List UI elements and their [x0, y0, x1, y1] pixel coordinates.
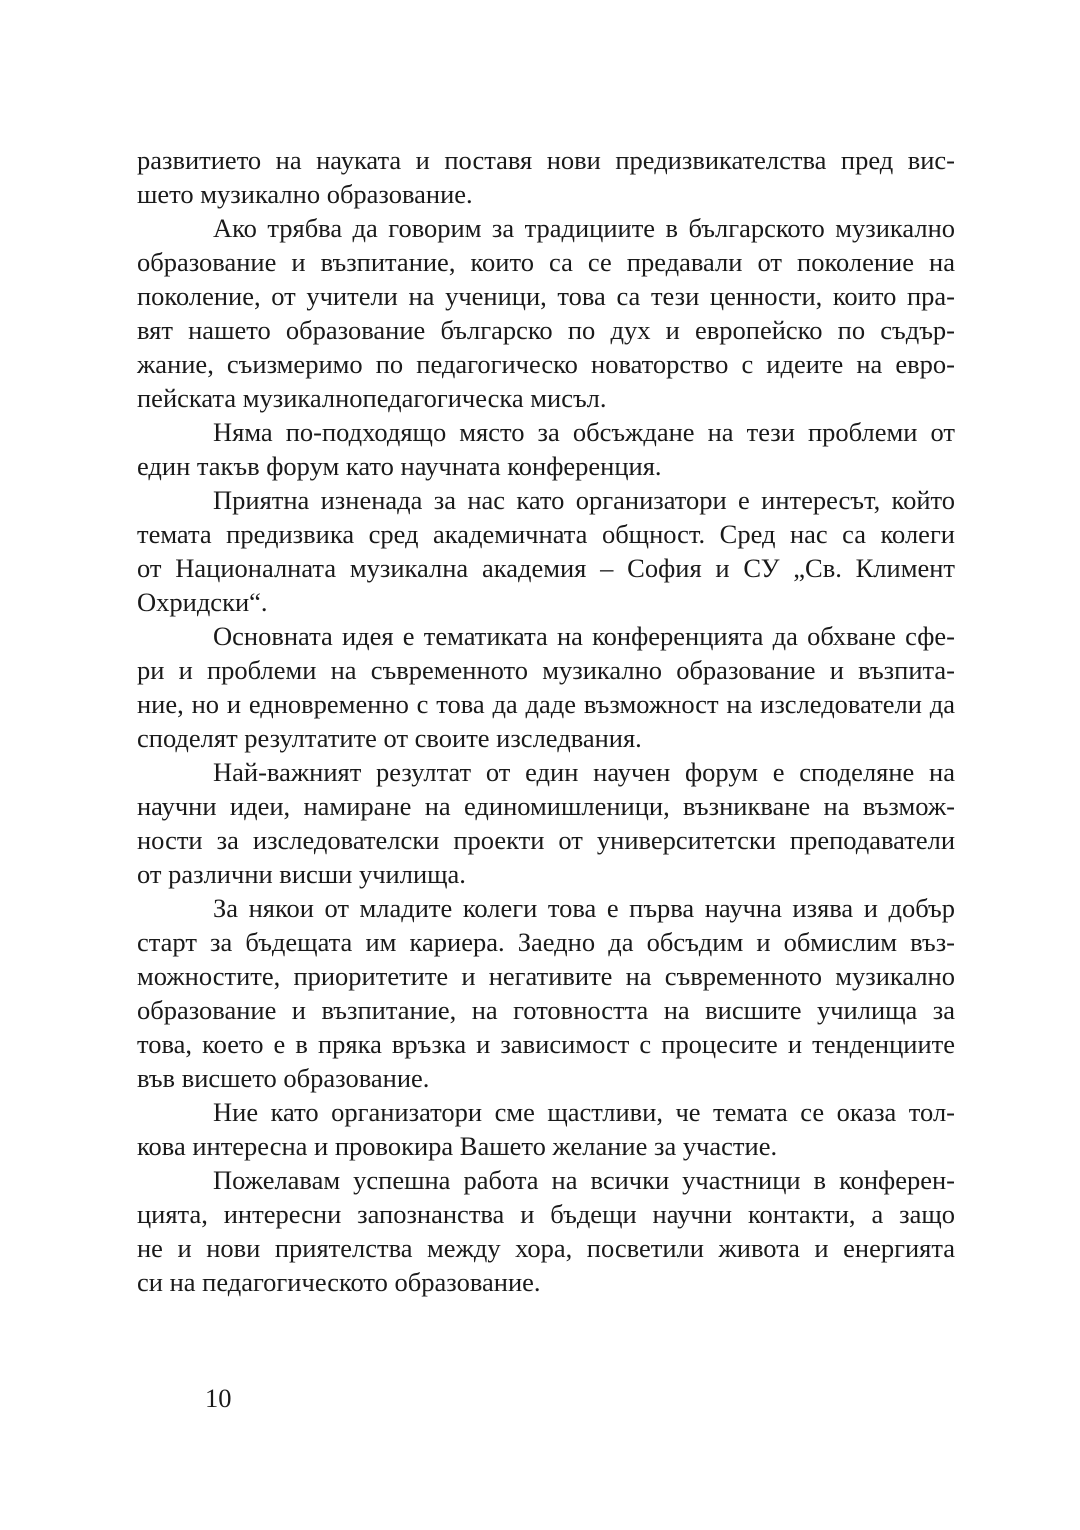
paragraph	[137, 619, 955, 755]
paragraph	[137, 891, 955, 1095]
text-line: ние, но и едновременно с това да даде възможност на изследователи да	[137, 689, 955, 719]
text-line: Няма по-подходящо място за обсъждане на тези проблеми от	[213, 417, 955, 447]
text-line: образование и възпитание, които са се предавали от поколение на	[137, 247, 955, 277]
text-line: споделят резултатите от своите изследвания.	[137, 723, 642, 753]
text-line: кова интересна и провокира Вашето желание за участие.	[137, 1131, 778, 1161]
text-line: шето музикално образование.	[137, 179, 473, 209]
text-line: образование и възпитание, на готовността на висшите училища за	[137, 995, 955, 1025]
text-line: темата предизвика сред академичната общност. Сред нас са колеги	[137, 519, 955, 549]
text-line: не и нови приятелства между хора, посветили живота и енергията	[137, 1233, 955, 1263]
paragraph	[137, 415, 955, 483]
paragraph	[137, 1095, 955, 1163]
page-number: 10	[205, 1383, 232, 1413]
text-line: развитието на науката и поставя нови предизвикателства пред вис-	[137, 145, 955, 175]
text-line: жание, съизмеримо по педагогическо новаторство с идеите на евро-	[137, 349, 955, 379]
text-line: старт за бъдещата им кариера. Заедно да обсъдим и обмислим въз-	[137, 927, 955, 957]
text-line: си на педагогическото образование.	[137, 1267, 541, 1297]
text-line: научни идеи, намиране на единомишленици, възникване на възмож-	[137, 791, 955, 821]
text-line: поколение, от учители на ученици, това са тези ценности, които пра-	[137, 281, 955, 311]
text-line: ности за изследователски проекти от университетски преподаватели	[137, 825, 955, 855]
paragraph	[137, 755, 955, 891]
text-line: от различни висши училища.	[137, 859, 466, 889]
text-line: Приятна изненада за нас като организатори е интересът, който	[213, 485, 955, 515]
text-line: пейската музикалнопедагогическа мисъл.	[137, 383, 607, 413]
text-line: Пожелавам успешна работа на всички участници в конферен-	[213, 1165, 955, 1195]
text-line: Най-важният резултат от един научен форум е споделяне на	[213, 757, 955, 787]
paragraph	[137, 1163, 955, 1299]
paragraph	[137, 211, 955, 415]
text-line: Основната идея е тематиката на конференцията да обхване сфе-	[213, 621, 955, 651]
text-line: това, което е в пряка връзка и зависимост с процесите и тенденциите	[137, 1029, 955, 1059]
paragraph	[137, 143, 955, 211]
paragraph	[137, 483, 955, 619]
text-line: ри и проблеми на съвременното музикално образование и възпита-	[137, 655, 955, 685]
text-line: За някои от младите колеги това е първа научна изява и добър	[213, 893, 955, 923]
text-line: Охридски“.	[137, 587, 268, 617]
text-line: можностите, приоритетите и негативите на съвременното музикално	[137, 961, 955, 991]
text-line: от Националната музикална академия – София и СУ „Св. Климент	[137, 553, 955, 583]
text-line: във висшето образование.	[137, 1063, 430, 1093]
text-line: цията, интересни запознанства и бъдещи научни контакти, а защо	[137, 1199, 955, 1229]
text-line: вят нашето образование българско по дух и европейско по съдър-	[137, 315, 955, 345]
body-text	[137, 143, 955, 1299]
text-line: Ако трябва да говорим за традициите в българското музикално	[213, 213, 955, 243]
text-line: Ние като организатори сме щастливи, че темата се оказа тол-	[213, 1097, 955, 1127]
text-line: един такъв форум като научната конференция.	[137, 451, 662, 481]
